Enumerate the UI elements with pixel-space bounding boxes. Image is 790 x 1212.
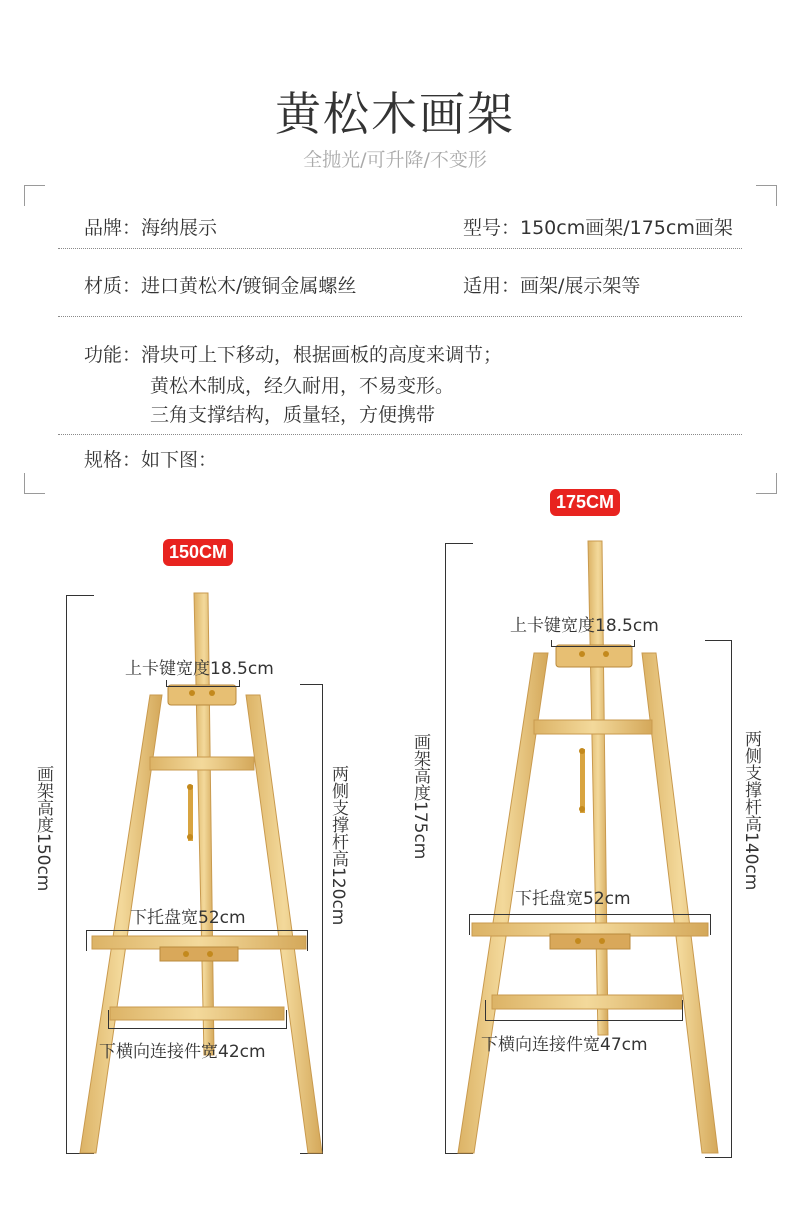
spec-usage: 适用：画架/展示架等 xyxy=(463,275,641,297)
corner-bottom-right xyxy=(756,473,777,494)
badge-150: 150CM xyxy=(163,539,233,566)
corner-bottom-left xyxy=(24,473,45,494)
tray-bracket-175 xyxy=(469,914,711,935)
divider xyxy=(58,248,742,249)
spec-size: 规格：如下图： xyxy=(84,449,218,471)
divider xyxy=(58,316,742,317)
spec-function-line1: 功能：滑块可上下移动，根据画板的高度来调节； xyxy=(84,344,503,366)
clamp-label-150: 上卡键宽度18.5cm xyxy=(125,659,274,679)
badge-175: 175CM xyxy=(550,489,620,516)
spec-material: 材质：进口黄松木/镀铜金属螺丝 xyxy=(84,275,357,297)
height-label-150: 画架高度150cm xyxy=(33,765,53,892)
height-label-175: 画架高度175cm xyxy=(410,733,430,860)
legs-label-150: 两侧支撑杆高120cm xyxy=(328,765,348,926)
tray-label-175: 下托盘宽52cm xyxy=(515,889,631,909)
corner-top-left xyxy=(24,185,45,206)
divider xyxy=(58,434,742,435)
spec-brand: 品牌：海纳展示 xyxy=(84,217,218,239)
page-title: 黄松木画架 xyxy=(275,87,515,141)
clamp-label-175: 上卡键宽度18.5cm xyxy=(510,616,659,636)
crossbar-bracket-175 xyxy=(485,1000,683,1021)
legs-label-175: 两侧支撑杆高140cm xyxy=(741,730,761,891)
spec-function-line2: 黄松木制成，经久耐用，不易变形。 xyxy=(150,375,455,397)
crossbar-label-150: 下横向连接件宽42cm xyxy=(99,1042,266,1062)
clamp-bracket-150 xyxy=(166,680,240,687)
page-subtitle: 全抛光/可升降/不变形 xyxy=(303,149,487,171)
spec-model: 型号：150cm画架/175cm画架 xyxy=(463,217,733,239)
tray-label-150: 下托盘宽52cm xyxy=(130,908,246,928)
crossbar-bracket-150 xyxy=(108,1010,287,1029)
tray-bracket-150 xyxy=(86,930,308,951)
corner-top-right xyxy=(756,185,777,206)
spec-function-line3: 三角支撑结构，质量轻，方便携带 xyxy=(150,404,436,426)
crossbar-label-175: 下横向连接件宽47cm xyxy=(481,1035,648,1055)
clamp-bracket-175 xyxy=(551,640,635,647)
